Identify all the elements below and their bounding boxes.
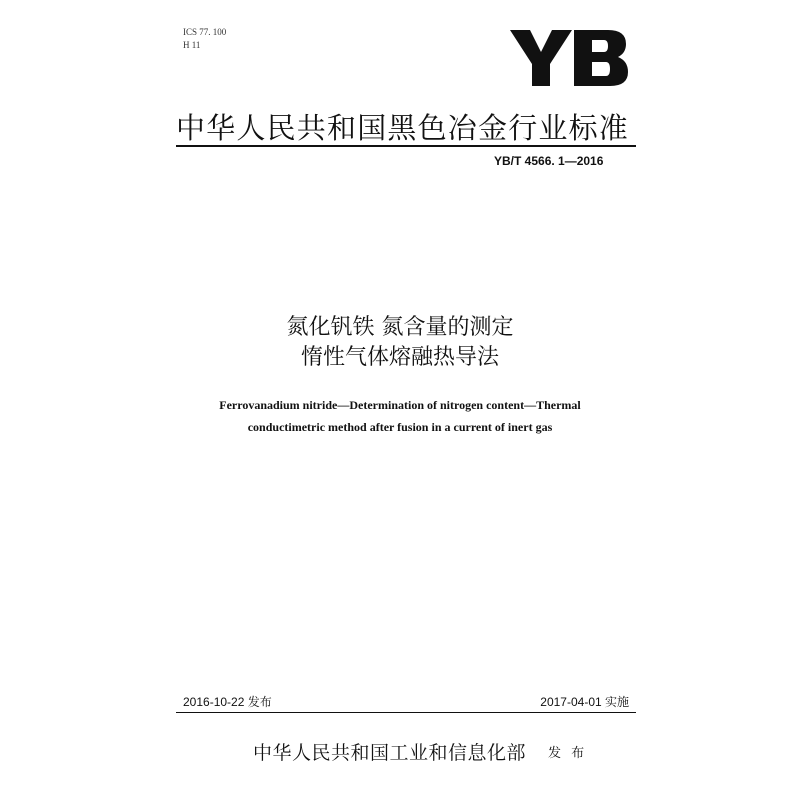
chinese-title xyxy=(0,313,800,373)
chinese-title-line-2: 惰性气体熔融热导法 xyxy=(300,345,499,370)
header-divider xyxy=(176,145,636,147)
english-title-line-2: conductimetric method after fusion in a current of inert gas xyxy=(247,420,553,434)
ics-code: ICS 77. 100 xyxy=(183,27,227,37)
standard-category-title: 中华人民共和国黑色冶金行业标准 xyxy=(176,111,630,145)
issue-label: 发 布 xyxy=(548,746,588,761)
classification-codes xyxy=(183,26,226,52)
footer-divider xyxy=(176,712,636,713)
issuing-authority: 中华人民共和国工业和信息化部 xyxy=(253,742,527,764)
yb-logo-graphic xyxy=(508,28,630,88)
issue-date: 2016-10-22 发布 xyxy=(183,695,272,709)
ccs-code: H 11 xyxy=(183,40,201,50)
chinese-title-line-1: 氮化钒铁 氮含量的测定 xyxy=(286,315,514,340)
standard-code: YB/T 4566. 1—2016 xyxy=(494,154,604,168)
implementation-date: 2017-04-01 实施 xyxy=(540,695,629,709)
english-title-line-1: Ferrovanadium nitride—Determination of nitrogen content—Thermal xyxy=(219,398,581,412)
yb-logo xyxy=(508,28,630,88)
english-title xyxy=(0,394,800,438)
